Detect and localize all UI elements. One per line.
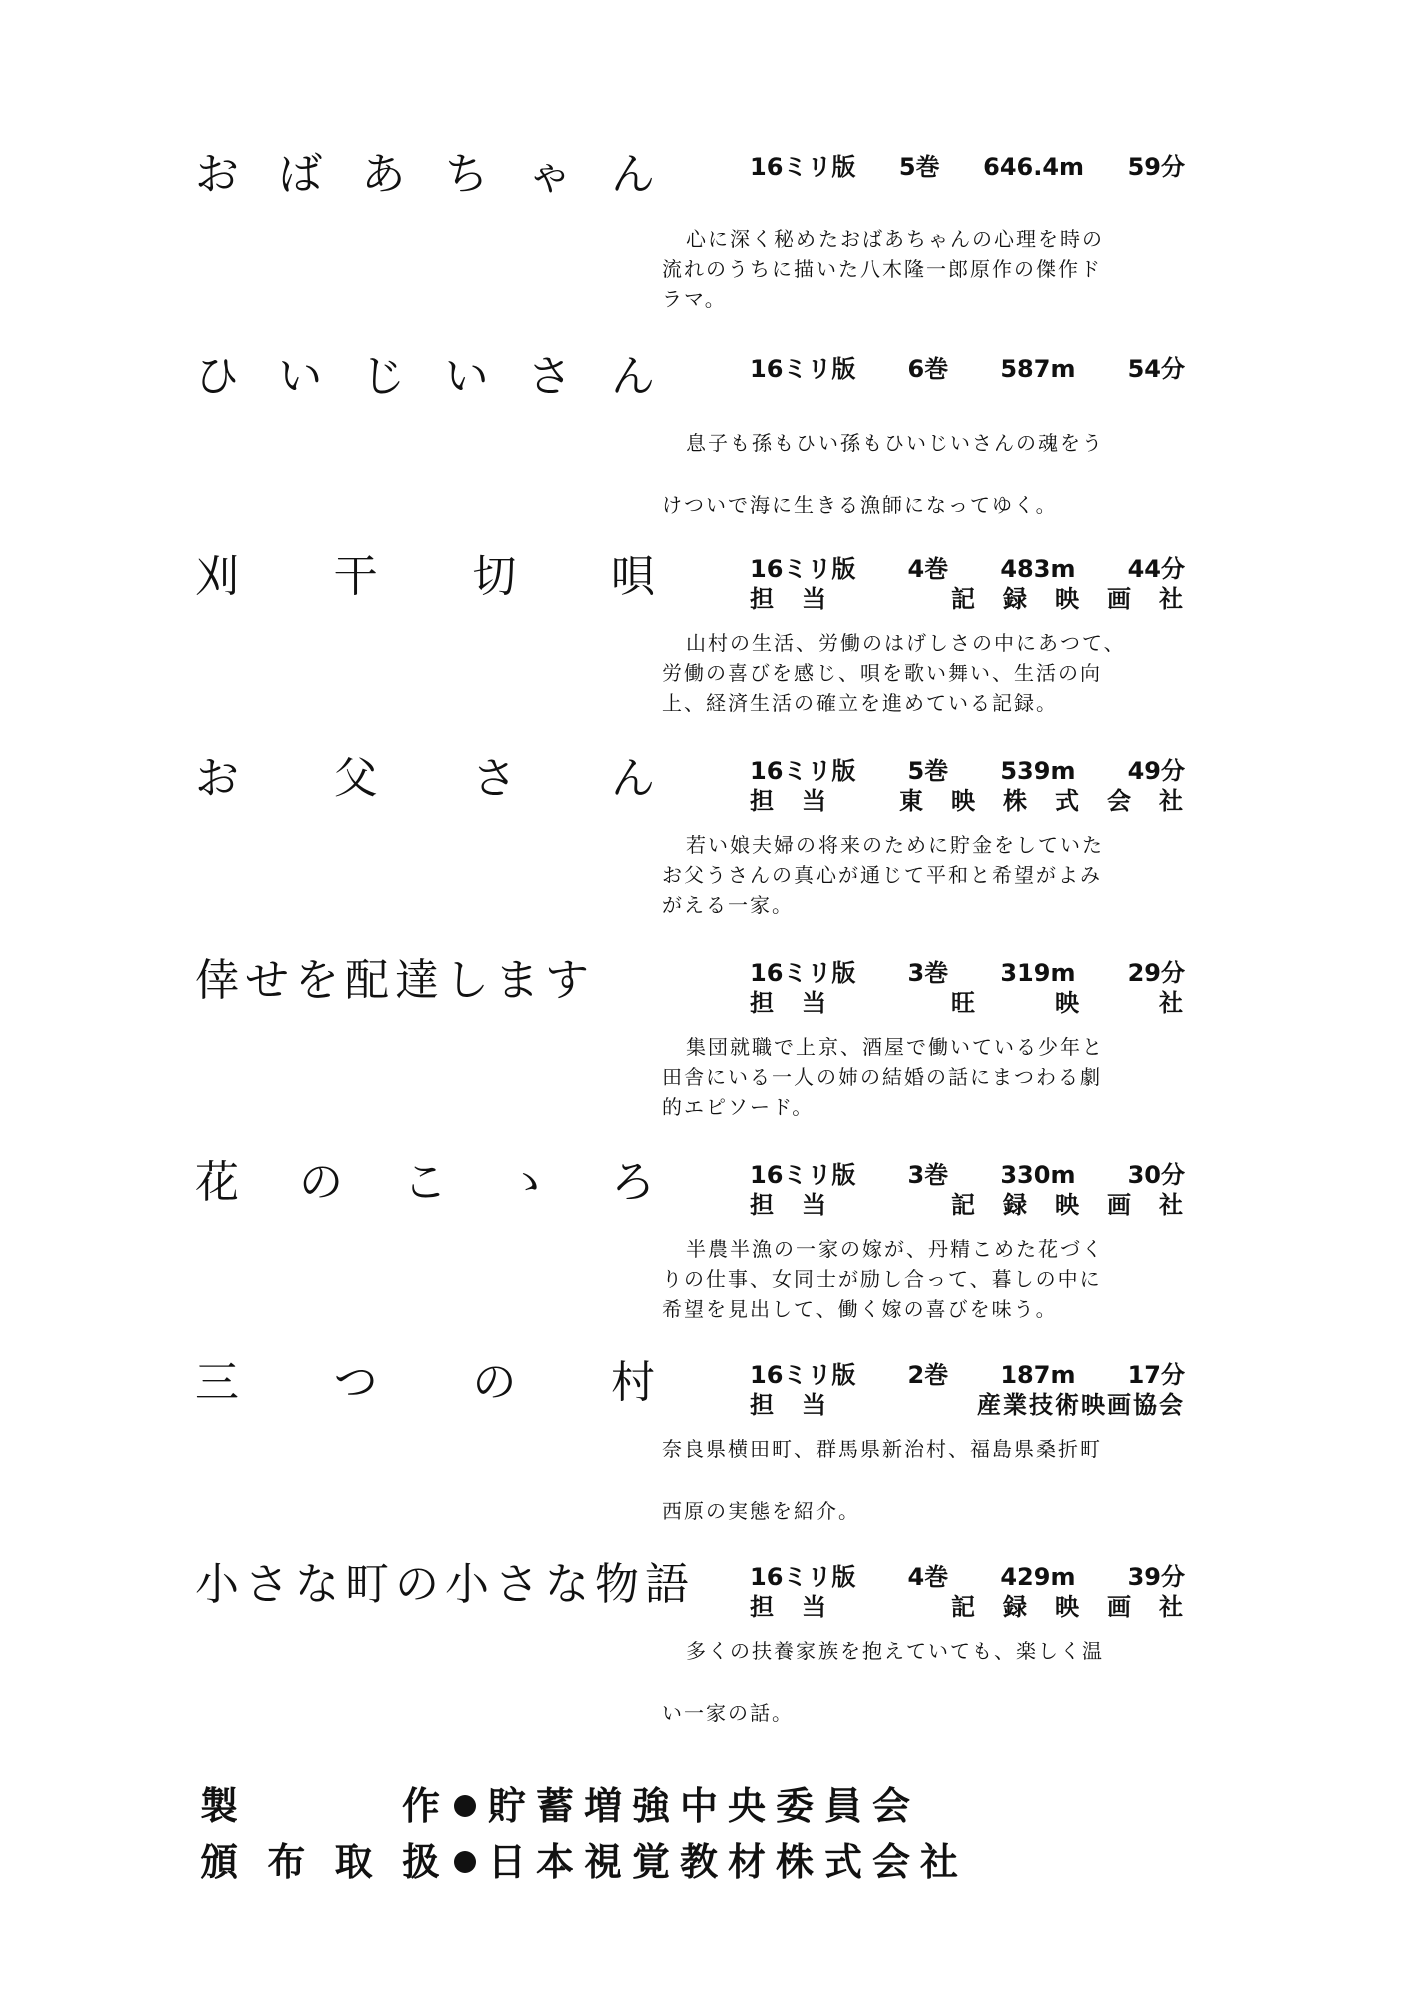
film-title xyxy=(195,1358,655,1408)
film-title-char: ひ xyxy=(195,351,239,402)
description-line: 上、経済生活の確立を進めている記録。 xyxy=(662,691,1058,715)
spec-row xyxy=(750,1190,1185,1220)
film-title-char: ば xyxy=(278,149,323,200)
film-length: 539m xyxy=(1000,757,1076,785)
description-line: 田舎にいる一人の姉の結婚の話にまつわる劇 xyxy=(662,1065,1102,1089)
film-reels: 5巻 xyxy=(907,757,949,785)
film-title-char: 村 xyxy=(610,1357,655,1408)
spec-row xyxy=(750,152,1185,182)
film-reels: 3巻 xyxy=(907,959,949,987)
film-reels: 5巻 xyxy=(898,153,940,181)
description-line: 半農半漁の一家の嫁が、丹精こめた花づく xyxy=(686,1237,1104,1261)
film-title-char: さ xyxy=(472,753,517,804)
film-title-char: い xyxy=(278,351,323,402)
film-duration: 49分 xyxy=(1127,757,1185,785)
film-spec xyxy=(750,1360,1185,1420)
film-reels: 4巻 xyxy=(907,555,949,583)
film-title-char: 三 xyxy=(195,1357,239,1408)
film-title-char: 干 xyxy=(333,551,378,602)
spec-row xyxy=(750,1390,1185,1420)
film-reels: 2巻 xyxy=(907,1361,949,1389)
label-char: 取 xyxy=(334,1840,373,1884)
film-title-char: の xyxy=(299,1157,343,1208)
film-length: 330m xyxy=(1000,1161,1076,1189)
film-spec xyxy=(750,354,1185,384)
film-spec xyxy=(750,756,1185,816)
film-spec xyxy=(750,554,1185,614)
film-title-char: ゝ xyxy=(507,1157,551,1208)
description-line: 希望を見出して、働く嫁の喜びを味う。 xyxy=(662,1297,1058,1321)
film-length: 646.4m xyxy=(983,153,1085,181)
film-title-char: の xyxy=(472,1357,517,1408)
description-line: ラマ。 xyxy=(662,287,727,311)
film-title-char: お xyxy=(195,753,239,804)
spec-row xyxy=(750,958,1185,988)
spec-row xyxy=(750,1160,1185,1190)
film-duration: 17分 xyxy=(1127,1361,1185,1389)
film-format: 16ミリ版 xyxy=(750,153,856,181)
film-title-char: ん xyxy=(610,149,655,200)
label-char: 頒 xyxy=(200,1840,239,1884)
producer-name: 記 録 映 画 社 xyxy=(951,1191,1185,1219)
bullet-dot-icon xyxy=(454,1851,476,1873)
description-line: 心に深く秘めたおばあちゃんの心理を時の xyxy=(686,227,1104,251)
film-duration: 44分 xyxy=(1127,555,1185,583)
film-title-char: ろ xyxy=(611,1157,655,1208)
film-spec xyxy=(750,1562,1185,1622)
film-spec xyxy=(750,958,1185,1018)
film-description xyxy=(662,428,1202,520)
production-value: 貯蓄増強中央委員会 xyxy=(488,1784,921,1828)
film-title xyxy=(195,956,655,1006)
film-length: 483m xyxy=(1000,555,1076,583)
producer-label: 担 当 xyxy=(750,1593,828,1621)
film-format: 16ミリ版 xyxy=(750,355,856,383)
label-char: 製 xyxy=(200,1784,239,1828)
spec-row xyxy=(750,756,1185,786)
film-duration: 39分 xyxy=(1127,1563,1185,1591)
production-credit xyxy=(200,1778,968,1834)
film-description xyxy=(662,628,1202,718)
producer-name: 記 録 映 画 社 xyxy=(951,1593,1185,1621)
description-line: がえる一家。 xyxy=(662,893,794,917)
film-title xyxy=(195,1158,655,1208)
producer-label: 担 当 xyxy=(750,989,828,1017)
film-duration: 59分 xyxy=(1127,153,1185,181)
film-title-text: 小さな町の小さな物語 xyxy=(195,1559,695,1610)
description-line: い一家の話。 xyxy=(662,1701,794,1725)
producer-label: 担 当 xyxy=(750,787,828,815)
production-label xyxy=(200,1778,440,1834)
film-title-char: あ xyxy=(361,149,406,200)
film-title-char: 父 xyxy=(333,753,378,804)
description-line: 山村の生活、労働のはげしさの中にあつて、 xyxy=(686,631,1126,655)
spec-row xyxy=(750,354,1185,384)
distribution-value: 日本視覚教材株式会社 xyxy=(488,1840,969,1884)
film-format: 16ミリ版 xyxy=(750,1563,856,1591)
film-title-char: い xyxy=(444,351,489,402)
producer-label: 担 当 xyxy=(750,585,828,613)
film-title-char: さ xyxy=(527,351,572,402)
film-description xyxy=(662,1636,1202,1728)
producer-name: 東 映 株 式 会 社 xyxy=(899,787,1185,815)
distribution-credit xyxy=(200,1834,968,1890)
description-line: 西原の実態を紹介。 xyxy=(662,1499,860,1523)
film-duration: 30分 xyxy=(1127,1161,1185,1189)
film-description xyxy=(662,830,1202,920)
film-title xyxy=(195,150,655,200)
film-length: 587m xyxy=(1000,355,1076,383)
film-format: 16ミリ版 xyxy=(750,1161,856,1189)
spec-row xyxy=(750,786,1185,816)
credits-footer xyxy=(200,1778,968,1890)
producer-name: 記 録 映 画 社 xyxy=(951,585,1185,613)
label-char: 作 xyxy=(401,1784,440,1828)
film-title xyxy=(195,1559,695,1610)
spec-row xyxy=(750,1562,1185,1592)
description-line: りの仕事、女同士が励し合って、暮しの中に xyxy=(662,1267,1102,1291)
film-spec xyxy=(750,1160,1185,1220)
film-title-char: ん xyxy=(610,753,655,804)
description-line: けついで海に生きる漁師になってゆく。 xyxy=(662,493,1058,517)
film-title-char: 切 xyxy=(472,551,517,602)
distribution-label xyxy=(200,1834,440,1890)
description-line: 息子も孫もひい孫もひいじいさんの魂をう xyxy=(686,431,1104,455)
film-title-char: 刈 xyxy=(195,551,239,602)
spec-row xyxy=(750,1360,1185,1390)
film-title-char: お xyxy=(195,149,239,200)
description-line: 集団就職で上京、酒屋で働いている少年と xyxy=(686,1035,1104,1059)
film-format: 16ミリ版 xyxy=(750,555,856,583)
spec-row xyxy=(750,1592,1185,1622)
film-title xyxy=(195,754,655,804)
film-title-text: 倖せを配達します xyxy=(195,955,595,1006)
film-title-char: 花 xyxy=(195,1157,239,1208)
film-title-char: ん xyxy=(610,351,655,402)
film-description xyxy=(662,1434,1202,1526)
film-title-char: ち xyxy=(444,149,489,200)
film-description xyxy=(662,1032,1202,1122)
film-spec xyxy=(750,152,1185,182)
description-line: 流れのうちに描いた八木隆一郎原作の傑作ド xyxy=(662,257,1102,281)
film-duration: 29分 xyxy=(1127,959,1185,987)
bullet-dot-icon xyxy=(454,1795,476,1817)
spec-row xyxy=(750,554,1185,584)
description-line: お父うさんの真心が通じて平和と希望がよみ xyxy=(662,863,1102,887)
producer-name: 産業技術映画協会 xyxy=(977,1391,1185,1419)
description-line: 多くの扶養家族を抱えていても、楽しく温 xyxy=(686,1639,1104,1663)
film-duration: 54分 xyxy=(1127,355,1185,383)
film-format: 16ミリ版 xyxy=(750,757,856,785)
description-line: 的エピソード。 xyxy=(662,1095,815,1119)
film-title xyxy=(195,552,655,602)
producer-label: 担 当 xyxy=(750,1391,828,1419)
film-title xyxy=(195,352,655,402)
spec-row xyxy=(750,584,1185,614)
film-description xyxy=(662,224,1202,314)
film-reels: 3巻 xyxy=(907,1161,949,1189)
film-length: 429m xyxy=(1000,1563,1076,1591)
producer-name: 旺 映 社 xyxy=(951,989,1185,1017)
film-length: 187m xyxy=(1000,1361,1076,1389)
film-title-char: 唄 xyxy=(610,551,655,602)
label-char: 扱 xyxy=(401,1840,440,1884)
film-format: 16ミリ版 xyxy=(750,959,856,987)
film-title-char: ゃ xyxy=(527,149,572,200)
description-line: 若い娘夫婦の将来のために貯金をしていた xyxy=(686,833,1104,857)
film-title-char: こ xyxy=(403,1157,447,1208)
film-reels: 4巻 xyxy=(907,1563,949,1591)
film-title-char: つ xyxy=(333,1357,378,1408)
film-title-char: じ xyxy=(361,351,406,402)
film-length: 319m xyxy=(1000,959,1076,987)
film-description xyxy=(662,1234,1202,1324)
description-line: 奈良県横田町、群馬県新治村、福島県桑折町 xyxy=(662,1437,1102,1461)
label-char: 布 xyxy=(267,1840,306,1884)
film-format: 16ミリ版 xyxy=(750,1361,856,1389)
description-line: 労働の喜びを感じ、唄を歌い舞い、生活の向 xyxy=(662,661,1102,685)
film-reels: 6巻 xyxy=(907,355,949,383)
spec-row xyxy=(750,988,1185,1018)
producer-label: 担 当 xyxy=(750,1191,828,1219)
